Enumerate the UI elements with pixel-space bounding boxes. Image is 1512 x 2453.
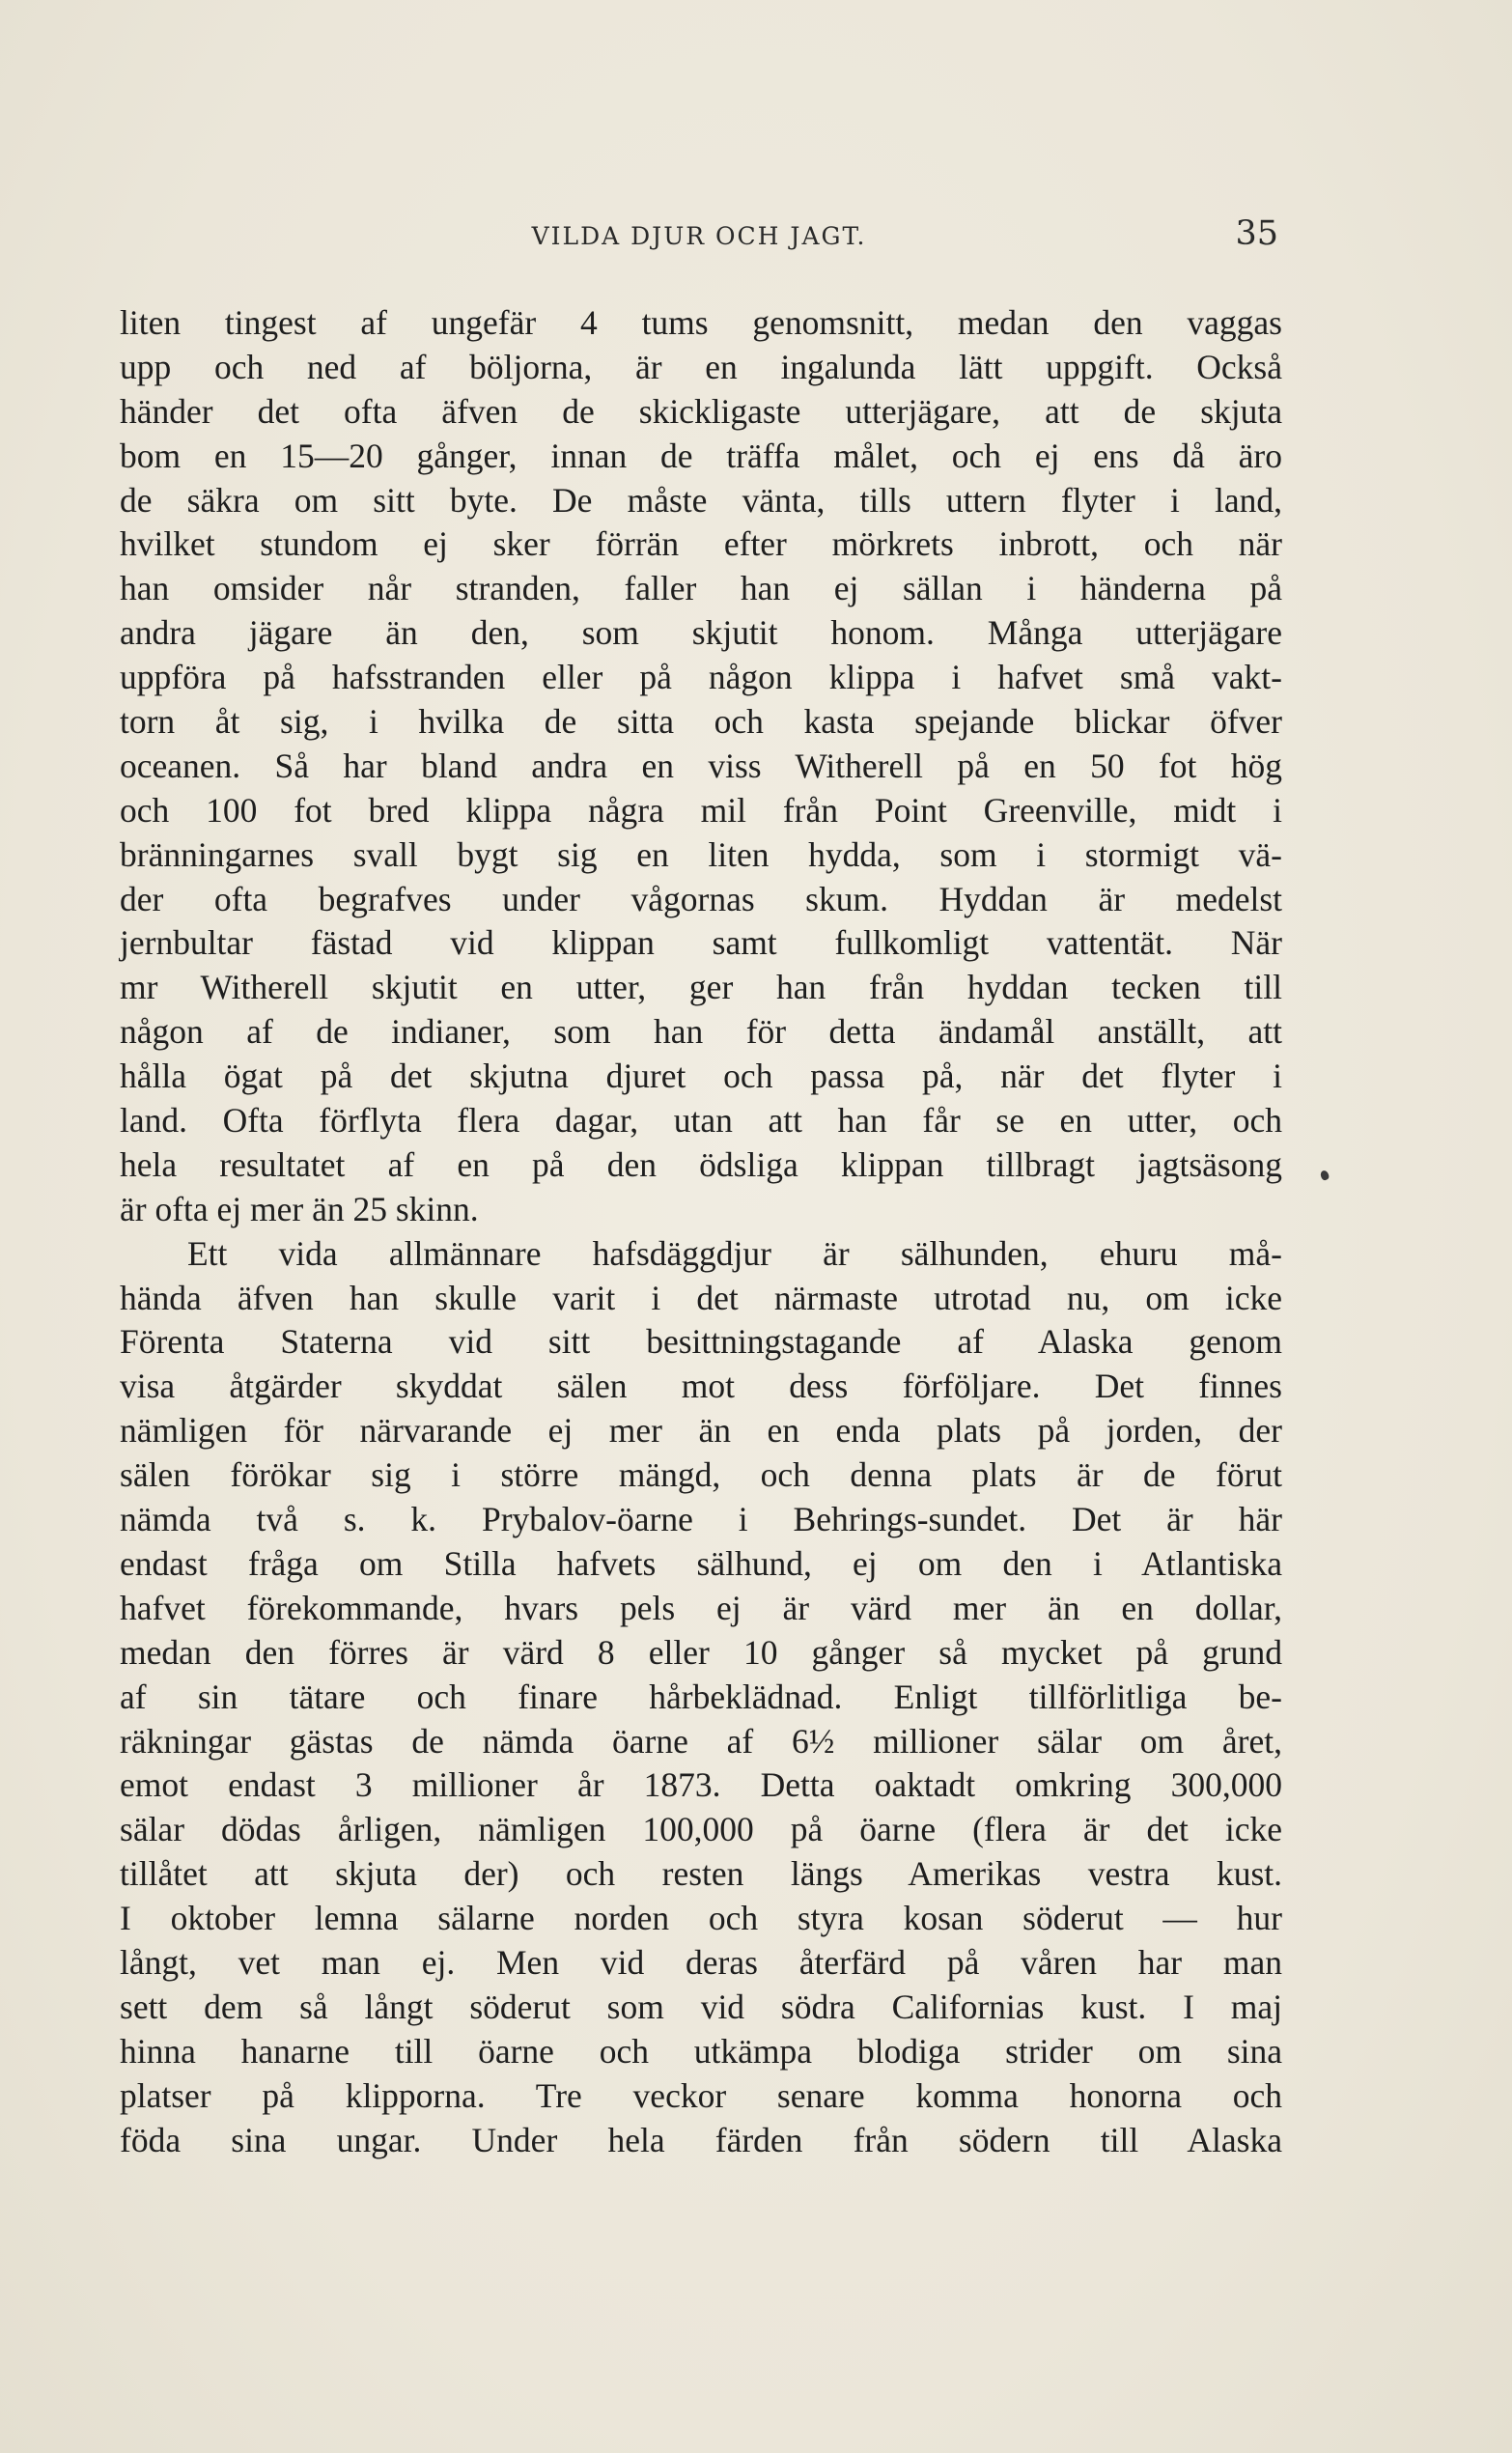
text-line: sälar dödas årligen, nämligen 100,000 på öarne (flera är det icke (120, 1810, 1282, 1849)
text-line: I oktober lemna sälarne norden och styra kosan söderut — hur (120, 1899, 1282, 1938)
text-line: platser på klipporna. Tre veckor senare komma honorna och (120, 2075, 1282, 2115)
text-line: land. Ofta förflyta flera dagar, utan att han får se en utter, och (120, 1101, 1282, 1141)
text-line: medan den förres är värd 8 eller 10 gånger så mycket på grund (120, 1632, 1282, 1672)
text-line: oceanen. Så har bland andra en viss Witherell på en 50 fot hög (120, 746, 1282, 785)
text-line: han omsider når stranden, faller han ej sällan i händerna på (120, 569, 1282, 608)
text-line: liten tingest af ungefär 4 tums genomsnitt, medan den vaggas (120, 303, 1282, 342)
text-line: af sin tätare och finare hårbeklädnad. Enligt tillförlitliga be- (120, 1677, 1282, 1716)
text-line: hvilket stundom ej sker förrän efter mörkrets inbrott, och när (120, 524, 1282, 564)
text-line: hålla ögat på det skjutna djuret och passa på, när det flyter i (120, 1057, 1282, 1096)
text-line: långt, vet man ej. Men vid deras återfärd på våren har man (120, 1942, 1282, 1982)
page-header (120, 214, 1278, 263)
text-line: jernbultar fästad vid klippan samt fullkomligt vattentät. När (120, 923, 1282, 963)
text-line: och 100 fot bred klippa några mil från Point Greenville, midt i (120, 790, 1282, 830)
page-number: 35 (1235, 214, 1278, 253)
text-line: hafvet förekommande, hvars pels ej är värd mer än en dollar, (120, 1588, 1282, 1627)
text-line: bom en 15—20 gånger, innan de träffa målet, och ej ens då äro (120, 436, 1282, 475)
running-head: VILDA DJUR OCH JAGT. (531, 222, 867, 250)
text-line: nämligen för närvarande ej mer än en enda plats på jorden, der (120, 1411, 1282, 1451)
text-line: nämda två s. k. Prybalov-öarne i Behrings-sundet. Det är här (120, 1500, 1282, 1539)
text-line: sett dem så långt söderut som vid södra Californias kust. I maj (120, 1987, 1282, 2026)
text-line: räkningar gästas de nämda öarne af 6½ millioner sälar om året, (120, 1721, 1282, 1761)
text-line: de säkra om sitt byte. De måste vänta, tills uttern flyter i land, (120, 480, 1282, 520)
text-line: någon af de indianer, som han för detta ändamål anställt, att (120, 1012, 1282, 1052)
text-line: händer det ofta äfven de skickligaste utterjägare, att de skjuta (120, 391, 1282, 431)
text-line: hela resultatet af en på den ödsliga klippan tillbragt jagtsäsong (120, 1144, 1282, 1184)
text-line: mr Witherell skjutit en utter, ger han från hyddan tecken till (120, 968, 1282, 1007)
text-line: torn åt sig, i hvilka de sitta och kasta spejande blickar öfver (120, 702, 1282, 742)
text-line: uppföra på hafsstranden eller på någon klippa i hafvet små vakt- (120, 658, 1282, 697)
text-line: är ofta ej mer än 25 skinn. (120, 1189, 479, 1228)
text-line: emot endast 3 millioner år 1873. Detta oaktadt omkring 300,000 (120, 1765, 1282, 1805)
text-line: Förenta Staterna vid sitt besittningstagande af Alaska genom (120, 1322, 1282, 1362)
text-line-paragraph-start: Ett vida allmännare hafsdäggdjur är sälhunden, ehuru må- (187, 1233, 1282, 1273)
text-line: hända äfven han skulle varit i det närmaste utrotad nu, om icke (120, 1278, 1282, 1317)
text-line: upp och ned af böljorna, är en ingalunda lätt uppgift. Också (120, 347, 1282, 386)
text-line: bränningarnes svall bygt sig en liten hydda, som i stormigt vä- (120, 834, 1282, 874)
text-line: der ofta begrafves under vågornas skum. Hyddan är medelst (120, 879, 1282, 918)
margin-ink-mark (1320, 1170, 1330, 1181)
text-line: endast fråga om Stilla hafvets sälhund, ej om den i Atlantiska (120, 1543, 1282, 1583)
body-text (120, 301, 1282, 2162)
text-line: sälen förökar sig i större mängd, och denna plats är de förut (120, 1455, 1282, 1495)
text-line: andra jägare än den, som skjutit honom. Många utterjägare (120, 613, 1282, 653)
text-line: visa åtgärder skyddat sälen mot dess förföljare. Det finnes (120, 1367, 1282, 1406)
text-line: tillåtet att skjuta der) och resten längs Amerikas vestra kust. (120, 1854, 1282, 1894)
text-line: föda sina ungar. Under hela färden från södern till Alaska (120, 2120, 1282, 2159)
text-line: hinna hanarne till öarne och utkämpa blodiga strider om sina (120, 2031, 1282, 2071)
